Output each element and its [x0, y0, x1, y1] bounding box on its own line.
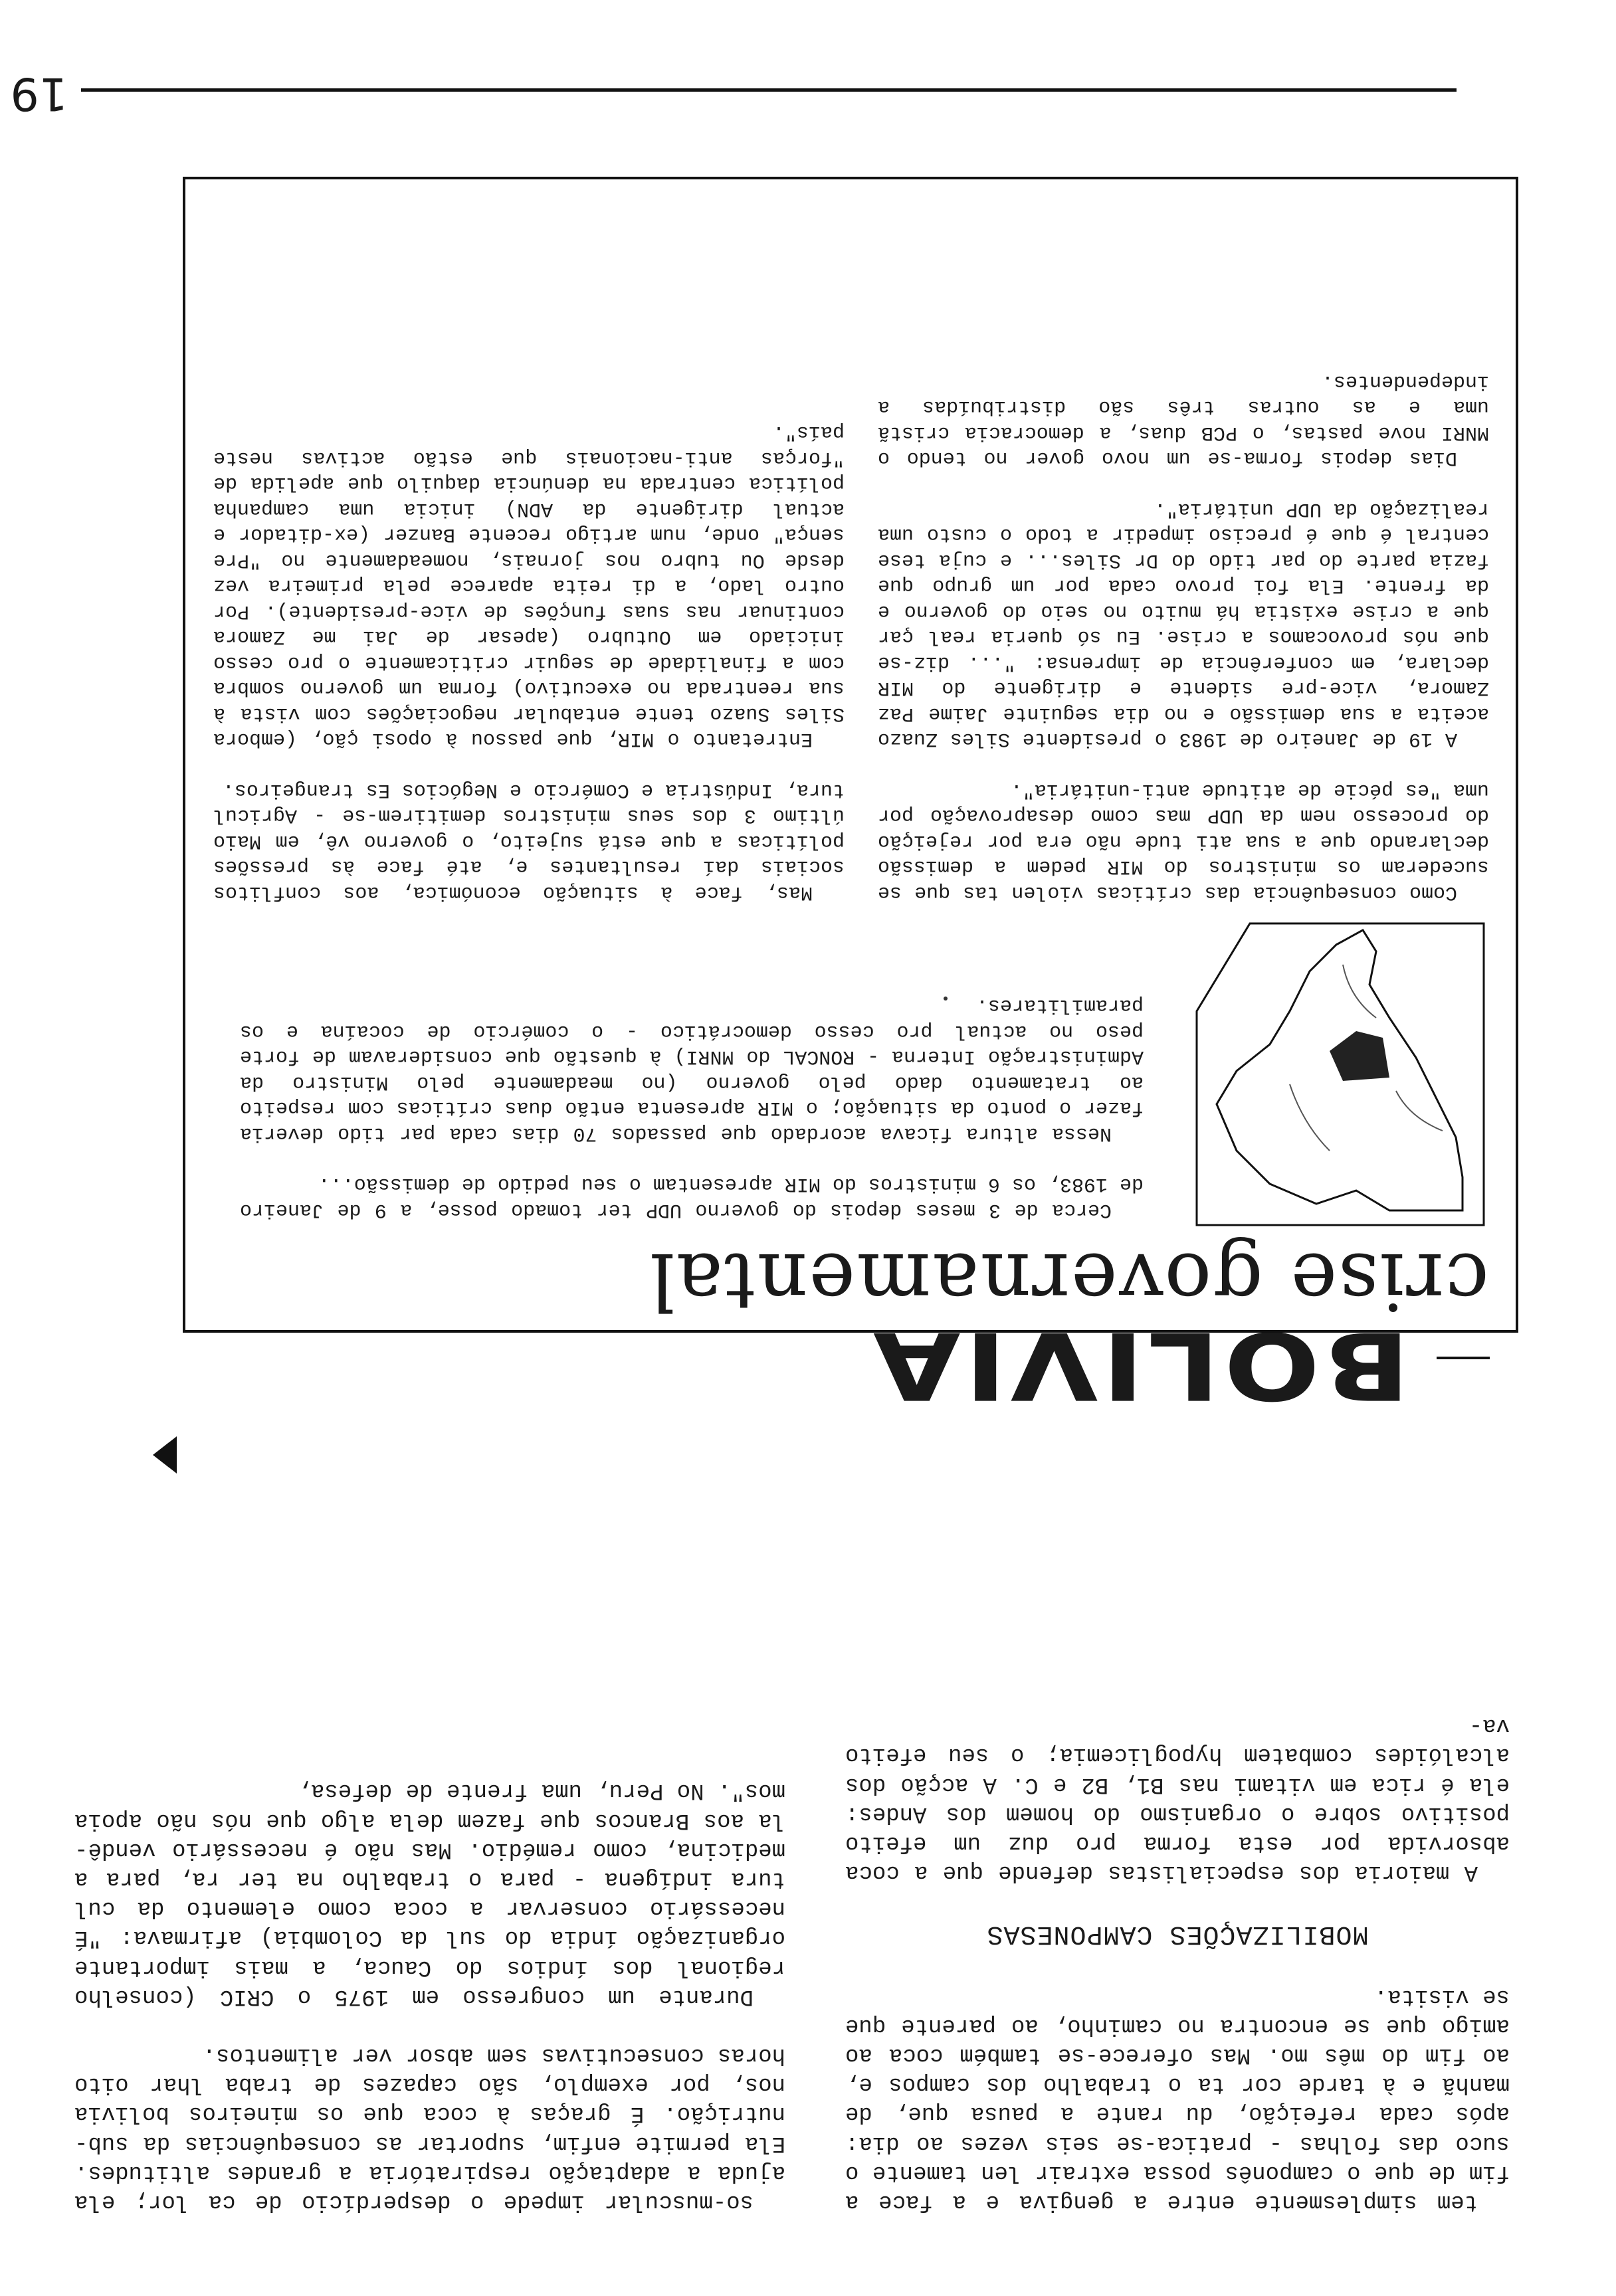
- title-rule: [1437, 1357, 1490, 1359]
- top-left-column: [845, 1711, 1510, 2216]
- south-america-map-icon: [1183, 918, 1489, 1230]
- article-paragraph: tem simplesmente entre a gengiva e a face a fim de que o camponês possa extrair len tamente o suco das folhas - pratica-se seis vezes ao dia: após cada refeição, du rante a pausa que, de manhã e à tarde cor ta o trabalho dos campos e, ao fim do mês mo. Mas oferece-se também coca ao amigo que se encontra no caminho, ao parente que se visita.: [845, 1983, 1510, 2214]
- article-subtitle: crise governamental: [648, 1236, 1489, 1327]
- article-paragraph: Cerca de 3 meses depois do governo UDP ter tomado posse, a 9 de Janeiro de 1983, os 6 ministros do MIR apresentam o seu pedido de demissão...: [240, 1173, 1144, 1221]
- article-paragraph: A 19 de Janeiro de 1983 o presidente Siles Zuazo aceita a sua demissão e no dia seguinte Jaime Paz Zamora, vice-pre sidente e dirigente do MIR declara, em conferência de imprensa: "... diz-se que nós provocamos a crise. Eu só queria real çar que a crise existia há muito no seio do governo e da frente. Ela foi provo cada por um grupo que fazia parte do par tido do Dr Siles... e cuja tese central é que é preciso impedir a todo o custo uma realização da UDP unitária".: [878, 498, 1489, 751]
- continue-arrow-icon: [153, 1436, 177, 1474]
- bolivia-highlight: [1330, 1031, 1389, 1081]
- article-paragraph: Mas, face à situação económica, aos conflitos sociais daí resultantes e, até face às pressões políticas a que está sujeito, o governo vê, em Maio último 3 dos seus ministros demitirem-se - Agricul tura, Indústria e Comércio e Negócios Es trangeiros.: [213, 779, 845, 904]
- footer-rule: [81, 88, 1457, 92]
- article-paragraph: Como consequência das críticas violen tas que se sucederam os ministros do MIR pedem a demissão declarando que a sua ati tude não era por rejeição do processo nem da UDP mas como desaprovação por uma "es pécie de atitude anti-unitária".: [878, 779, 1489, 904]
- boxed-article: [183, 177, 1518, 1333]
- top-right-column: [74, 1776, 785, 2216]
- bolivia-map: [1183, 918, 1489, 1230]
- article-title: BOLIVIA: [868, 1311, 1410, 1419]
- speck: [944, 997, 948, 1001]
- box-intro-column: [240, 993, 1144, 1222]
- article-paragraph: Nessa altura ficava acordado que passados 70 dias cada par tido deveria fazer o ponto da situação; o MIR apresenta então duas críticas com respeito ao tratamento dado pelo governo (no meadamente pelo Ministro da Administração Interna - RONCAL do MNRI) à questão que consideravam de forte peso no actual pro cesso democrático - o comércio de cocaína e os paramilitares.: [240, 994, 1144, 1145]
- article-paragraph: Entretanto o MIR, que passou à oposi ção, (embora Siles Suazo tente entabular negociações com vista à sua reentrada no executivo) forma um governo sombra com a finalidade de seguir criticamente o pro cesso iniciado em Outubro (apesar de Jai me Zamora continuar nas suas funções de vice-presidente). Por outro lado, a di reita aparece pela primeira vez desde Ou tubro nos jornais, nomeadamente no "Pre sença" onde, num artigo recente Banzer (ex-ditador e actual dirigente da ADN) inicia uma campanha política centrada na denúncia daquilo que apelida de "forças anti-nacionais que estão activas neste país".: [213, 421, 845, 751]
- page-number: 19: [10, 67, 68, 120]
- article-paragraph: Durante um congresso em 1975 o CRIC (conselho regional dos índios do Cauca, a mais importante organização índia do sul da Colombia) afirmava: "É necessário conservar a coca como elemento da cul tura indígena - para o trabalho na ter ra, para a medicina, como remédio. Mas não é necessário vendê-la aos Brancos que fazem dela algo que nós não apoia mos". No Peru, uma frente de defesa,: [74, 1778, 785, 2009]
- article-paragraph: A maioria dos especialistas defende que a coca absorvida por esta forma pro duz um efeito positivo sobre o organismo do homem dos Andes: ela é rica em vitami nas B1, B2 e C. A acção dos alcalóides combatem hypoglicemia; o seu efeito va-: [845, 1713, 1510, 1885]
- box-left-column: [878, 369, 1489, 906]
- section-heading: MOBILIZAÇÕES CAMPONESAS: [986, 1919, 1369, 1949]
- box-right-column: [213, 419, 845, 905]
- article-paragraph: Dias depois forma-se um novo gover no tendo o MNRI nove pastas, o PCB duas, a democracia cristã uma e as outras três são distribuídas a independentes.: [878, 370, 1489, 470]
- article-paragraph: so-muscular impede o desperdício de ca lor; ela ajuda a adaptação respiratória a grandes altitudes. Ela permite enfim, suportar as consequências da sub-nutrição. É graças à coca que os mineiros bolivia nos, por exemplo, são capazes de traba lhar oito horas consecutivas sem absor ver alimentos.: [74, 2042, 785, 2214]
